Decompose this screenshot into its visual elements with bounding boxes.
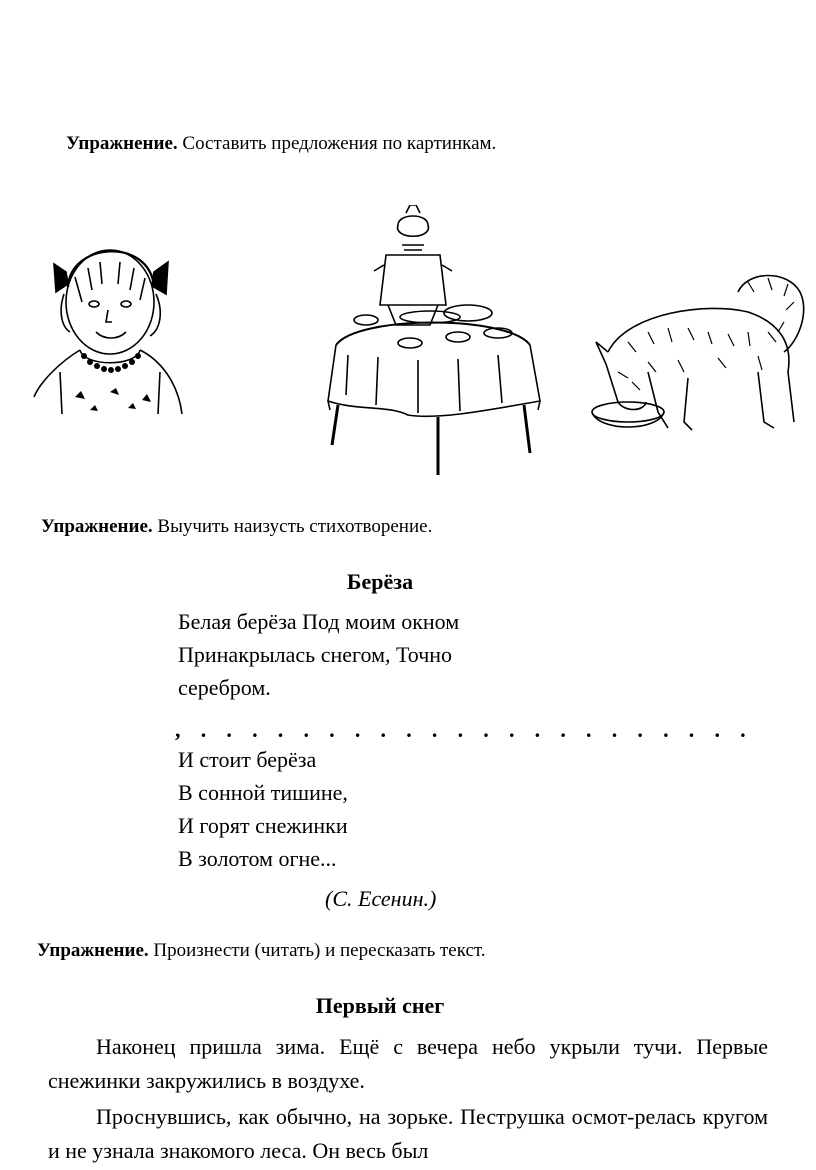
poem-line: серебром. (178, 675, 271, 700)
exercise-2-text: Выучить наизусть стихотворение. (157, 516, 433, 537)
story-paragraph: Наконец пришла зима. Ещё с вечера небо укрыли тучи. Первые снежинки закружились в воздухе. (48, 1034, 768, 1093)
story-paragraph: Проснувшись, как обычно, на зорьке. Пеструшка осмот-релась кругом и не узнала знакомого леса. Он весь был (48, 1104, 768, 1163)
exercise-3-label: Упражнение. (37, 940, 149, 961)
samovar-table-illustration (318, 205, 548, 483)
poem-separator: , . . . . . . . . . . . . . . . . . . . . . . (175, 717, 746, 742)
poem-line: Белая берёза Под моим окном (178, 609, 460, 634)
dog-illustration (588, 272, 814, 437)
poem-title: Берёза (346, 569, 414, 594)
girl-illustration (30, 232, 190, 422)
exercise-3 (37, 940, 486, 962)
separator-comma: , (175, 717, 181, 742)
poem-line: В сонной тишине, (178, 780, 348, 805)
exercise-1-label: Упражнение. (66, 133, 178, 154)
exercise-1 (66, 133, 496, 155)
poem-line: И горят снежинки (178, 813, 348, 838)
poem-stanza-2 (178, 743, 348, 875)
poem-stanza-1 (178, 605, 459, 704)
story-text (48, 1030, 768, 1170)
poem-line: В золотом огне... (178, 846, 337, 871)
exercise-3-text: Произнести (читать) и пересказать текст. (153, 940, 486, 961)
exercise-1-text: Составить предложения по картинкам. (182, 133, 497, 154)
poem-author: (С. Есенин.) (325, 886, 437, 911)
exercise-2-label: Упражнение. (41, 516, 153, 537)
poem-line: Принакрылась снегом, Точно (178, 642, 453, 667)
exercise-2 (41, 516, 432, 538)
story-title: Первый снег (315, 993, 445, 1018)
poem-line: И стоит берёза (178, 747, 317, 772)
